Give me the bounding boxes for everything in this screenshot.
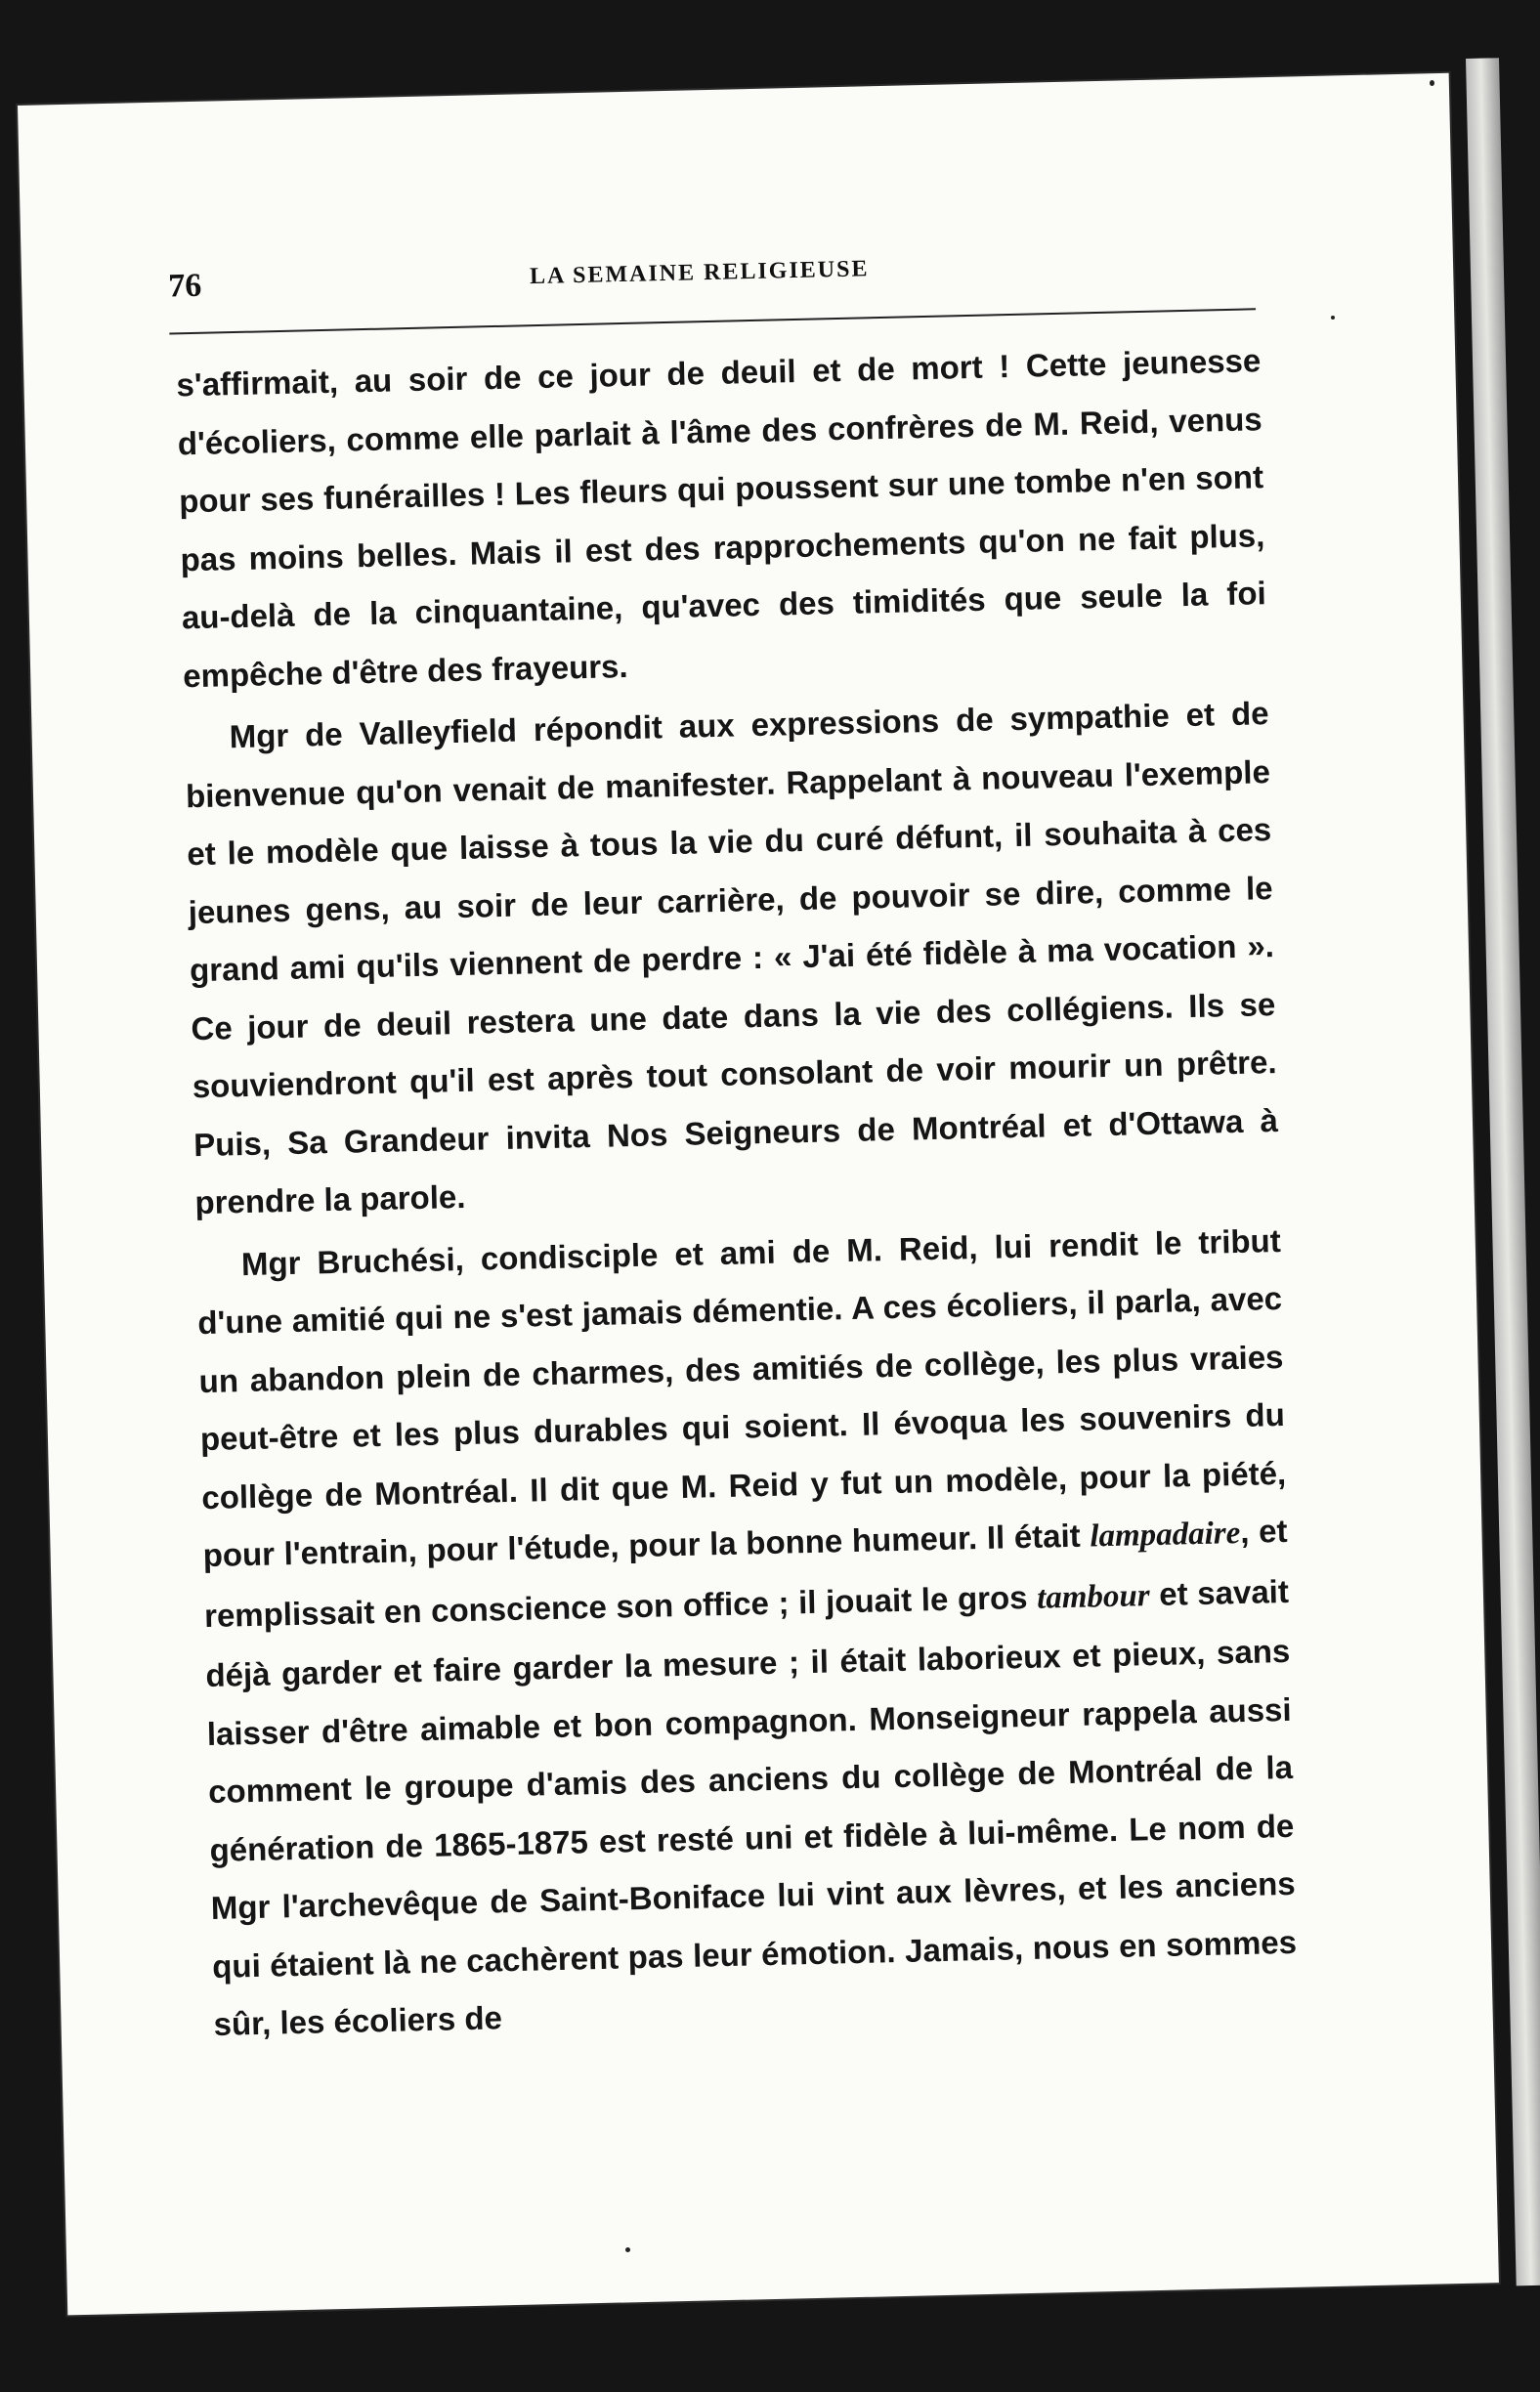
page-header (168, 243, 1254, 320)
paragraph-text: et savait déjà garder et faire garder la mesure ; il était laborieux et pieux, sans laisser d'être aimable et bon compagnon. Monseigneur rappela aussi comment le groupe d'amis des anciens du collège de Montréal de la génération de 1865-1875 est resté uni et fidèle à lui-même. Le nom de Mgr l'archevêque de Saint-Boniface lui vint aux lèvres, et les anciens qui étaient là ne cachèrent pas leur émotion. Jamais, nous en sommes sûr, les écoliers de (205, 1572, 1298, 2042)
page-body (176, 331, 1299, 2053)
italic-term: lampadaire (1089, 1515, 1241, 1555)
paragraph (176, 331, 1268, 705)
dust-speck (1331, 316, 1335, 320)
paragraph-text: , et remplissait en conscience son office ; il jouait le gros (203, 1512, 1288, 1634)
book-page (18, 73, 1499, 2316)
paragraph-text: Mgr Bruchési, condisciple et ami de M. Reid, lui rendit le tribut d'une amitié qui ne s'est jamais démentie. A ces écoliers, il parla, avec un abandon plein de charmes, des amitiés de collège, les plus vraies peut-être et les plus durables qui soient. Il évoqua les souvenirs du collège de Montréal. Il dit que M. Reid y fut un modèle, pour la piété, pour l'entrain, pour l'étude, pour la bonne humeur. Il était (196, 1221, 1287, 1574)
page-number: 76 (167, 267, 202, 305)
paragraph-text: s'affirmait, au soir de ce jour de deuil et de mort ! Cette jeunesse d'écoliers, comme elle parlait à l'âme des confrères de M. Reid, venus pour ses funérailles ! Les fleurs qui poussent sur une tombe n'en sont pas moins belles. Mais il est des rapprochements qu'on ne fait plus, au-delà de la cinquantaine, qu'avec des timidités que seule la foi empêche d'être des frayeurs. (176, 342, 1267, 694)
dust-speck (1430, 80, 1434, 86)
paragraph (195, 1211, 1299, 2053)
italic-term: tambour (1036, 1577, 1151, 1616)
paragraph-text: Mgr de Valleyfield répondit aux expressions de sympathie et de bienvenue qu'on venait de manifester. Rappelant à nouveau l'exemple et le modèle que laisse à tous la vie du curé défunt, il souhaita à ces jeunes gens, au soir de leur carrière, de pouvoir se dire, comme le grand ami qu'ils viennent de perdre : « J'ai été fidèle à ma vocation ». Ce jour de deuil restera une date dans la vie des collégiens. Ils se souviendront qu'il est après tout consolant de voir mourir un prêtre. Puis, Sa Grandeur invita Nos Seigneurs de Montréal et d'Ottawa à prendre la parole. (185, 695, 1279, 1221)
running-title: LA SEMAINE RELIGIEUSE (529, 256, 870, 290)
paragraph (184, 684, 1280, 1232)
dust-speck (625, 2247, 630, 2252)
